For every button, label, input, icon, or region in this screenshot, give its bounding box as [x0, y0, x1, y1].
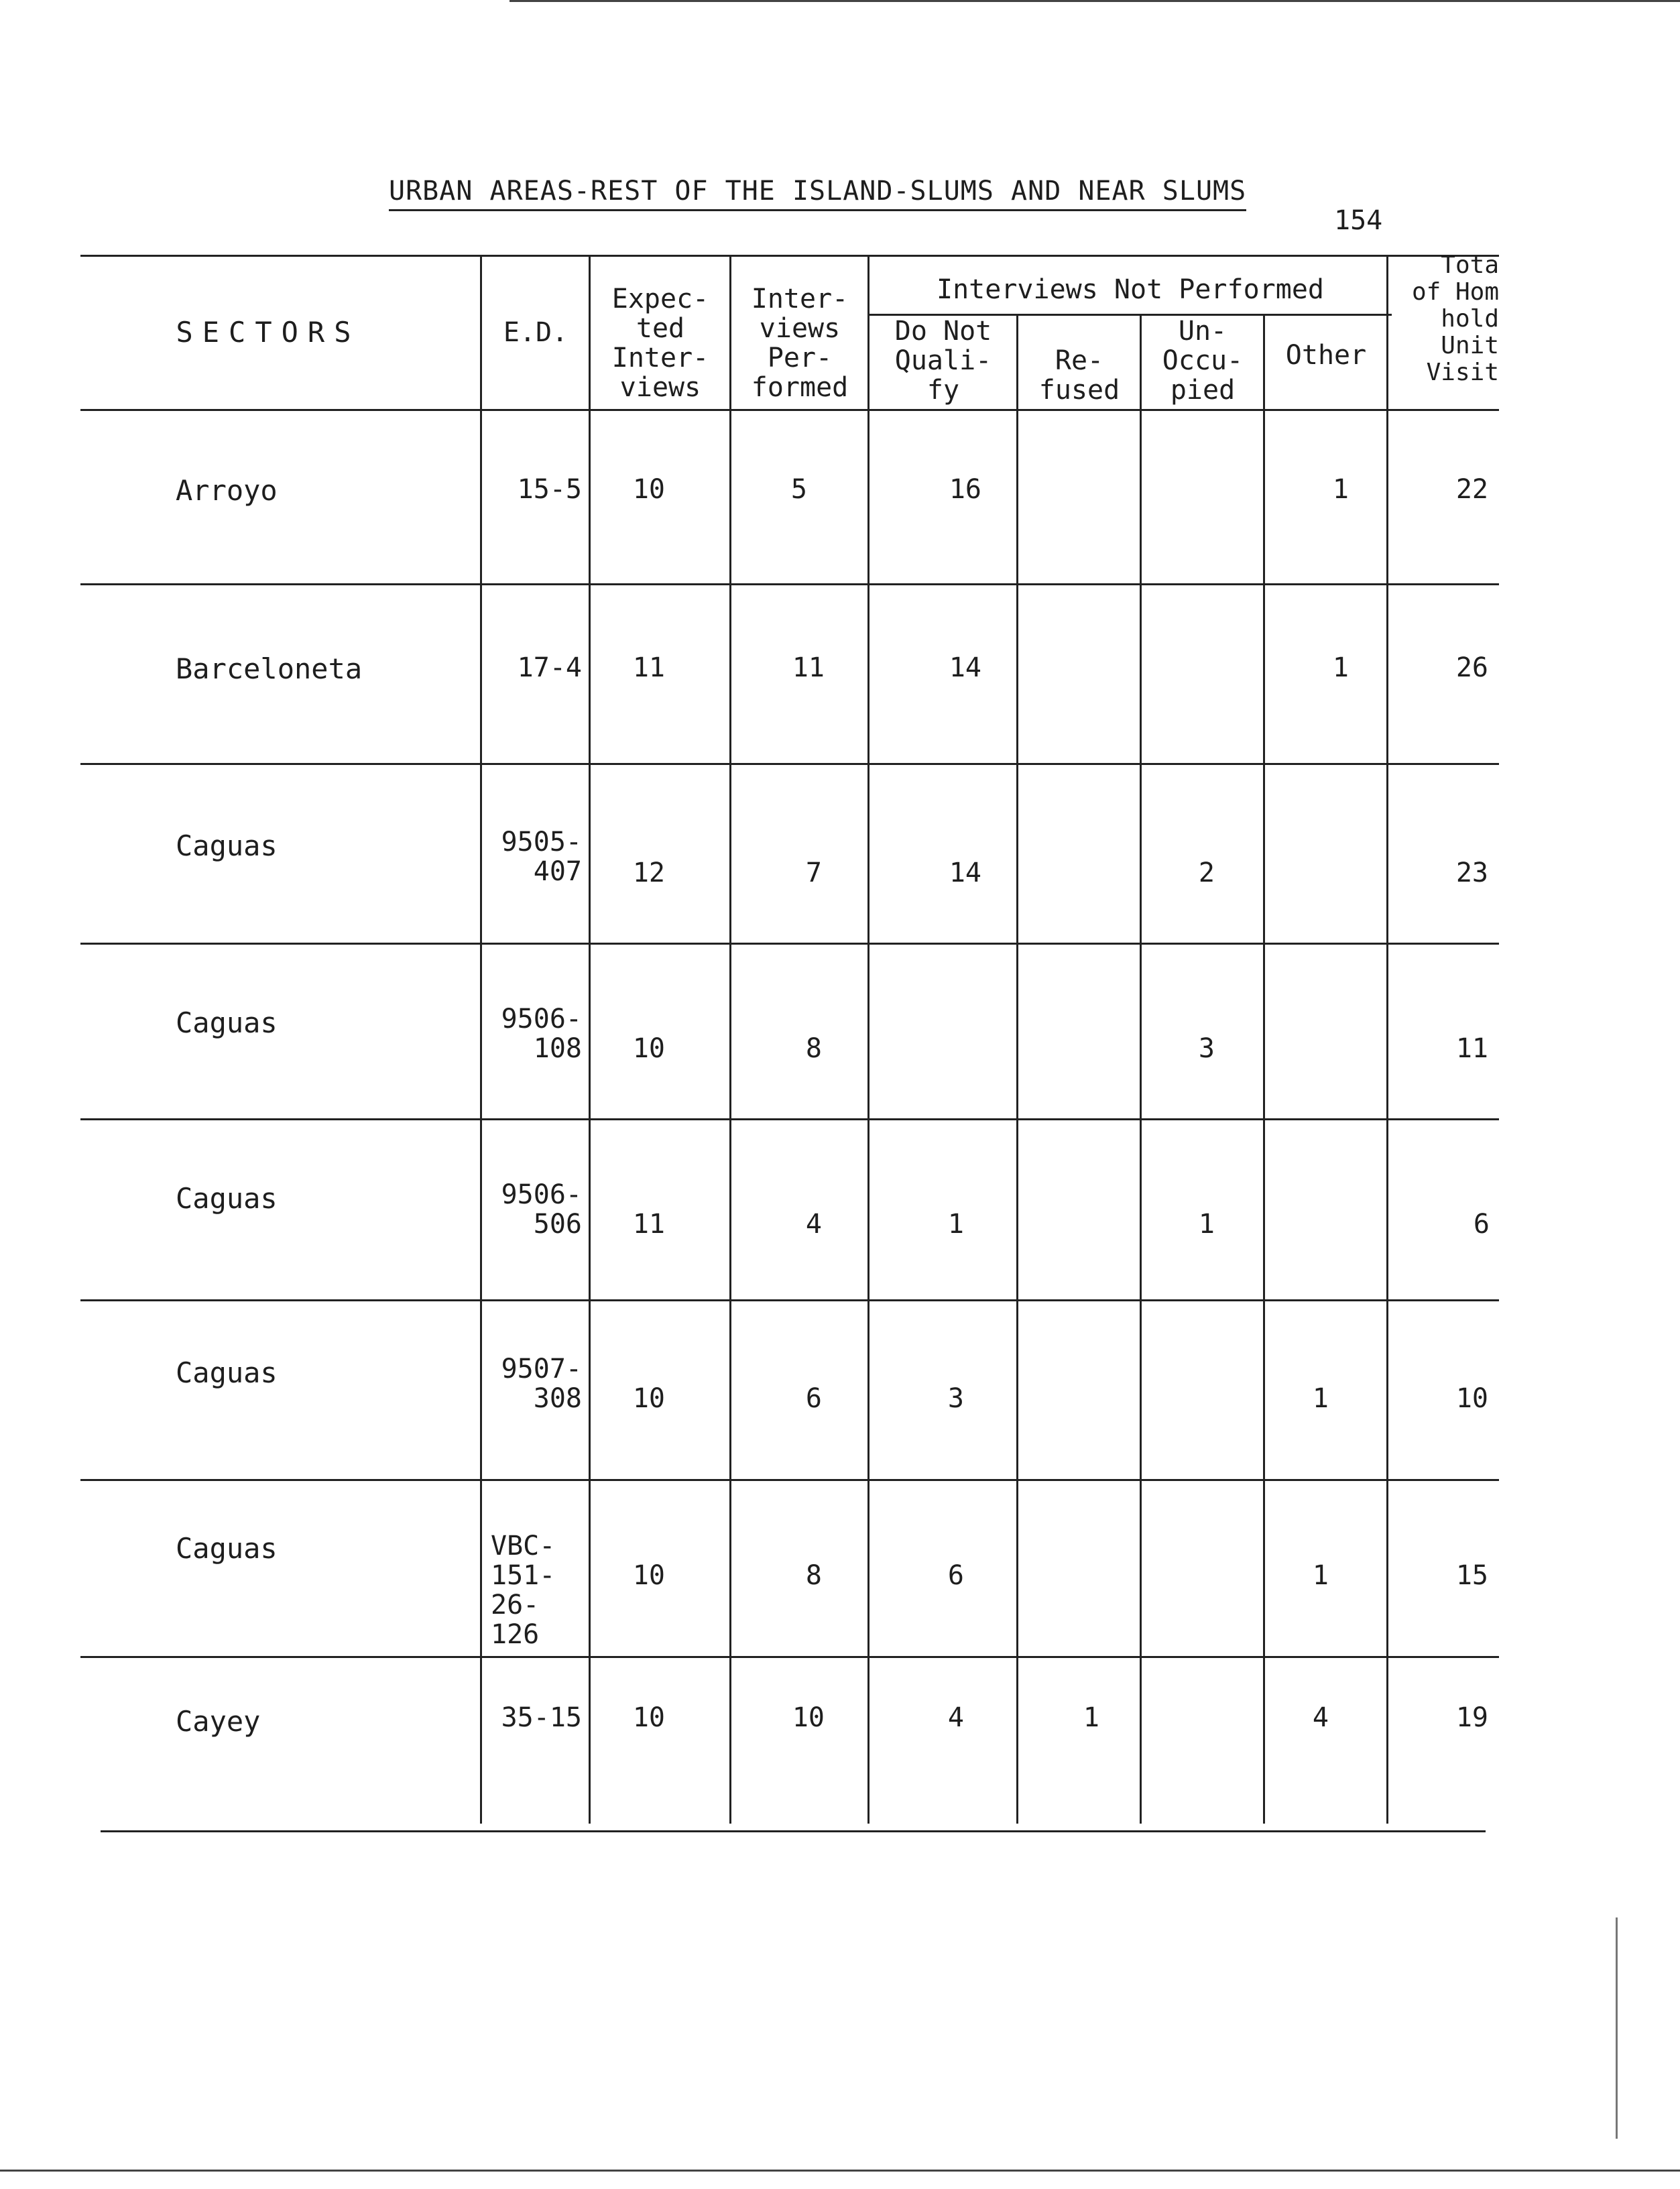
- header-unoccupied: Un- Occu- pied: [1162, 316, 1244, 406]
- expected-value: 10: [632, 1560, 665, 1591]
- performed-value: 4: [805, 1209, 822, 1240]
- sector-name: Caguas: [176, 829, 278, 862]
- other-value: 1: [1332, 474, 1349, 505]
- performed-value: 10: [792, 1702, 825, 1733]
- dnq-value: 1: [947, 1209, 964, 1240]
- expected-value: 12: [632, 857, 665, 888]
- total-value: 10: [1455, 1383, 1488, 1414]
- refused-value: 1: [1083, 1702, 1099, 1733]
- sector-name: Caguas: [176, 1532, 278, 1565]
- header-ed: E.D.: [503, 317, 568, 348]
- dnq-value: 4: [947, 1702, 964, 1733]
- page-title: URBAN AREAS-REST OF THE ISLAND-SLUMS AND NEAR SLUMS: [389, 176, 1246, 211]
- total-value: 23: [1455, 857, 1488, 888]
- column-rule: [1263, 314, 1265, 1824]
- column-rule: [589, 255, 591, 1824]
- sector-name: Caguas: [176, 1006, 278, 1039]
- header-interviews-not-performed: Interviews Not Performed: [937, 274, 1324, 305]
- row-rule: [80, 943, 1499, 945]
- ed-code: 15-5: [517, 474, 582, 505]
- other-value: 4: [1312, 1702, 1329, 1733]
- total-value: 26: [1455, 652, 1488, 683]
- header-total-units-visited: Tota of Hom hold Unit Visit: [1411, 252, 1499, 386]
- column-rule: [729, 255, 731, 1824]
- row-rule: [80, 1299, 1499, 1301]
- column-rule: [867, 255, 869, 1824]
- expected-value: 11: [632, 652, 665, 683]
- unoccupied-value: 1: [1198, 1209, 1215, 1240]
- ed-code: 9505- 407: [501, 827, 582, 887]
- expected-value: 10: [632, 474, 665, 505]
- total-value: 19: [1455, 1702, 1488, 1733]
- dnq-value: 14: [949, 652, 981, 683]
- header-expected-interviews: Expec- ted Inter- views: [611, 284, 709, 403]
- performed-value: 11: [792, 652, 825, 683]
- performed-value: 5: [790, 474, 807, 505]
- unoccupied-value: 2: [1198, 857, 1215, 888]
- column-rule: [1386, 255, 1388, 1824]
- column-rule: [1140, 314, 1142, 1824]
- row-rule: [80, 763, 1499, 765]
- header-sectors: SECTORS: [176, 316, 361, 349]
- page-number: 154: [1334, 205, 1383, 236]
- header-do-not-qualify: Do Not Quali- fy: [894, 316, 992, 406]
- total-value: 6: [1473, 1209, 1490, 1240]
- column-rule: [480, 255, 482, 1824]
- header-interviews-performed: Inter- views Per- formed: [751, 284, 849, 403]
- row-rule: [80, 1118, 1499, 1120]
- expected-value: 10: [632, 1383, 665, 1414]
- ed-code: 9507- 308: [501, 1354, 582, 1414]
- header-other: Other: [1285, 340, 1367, 371]
- dnq-value: 16: [949, 474, 981, 505]
- sector-name: Caguas: [176, 1356, 278, 1389]
- sector-name: Arroyo: [176, 474, 278, 507]
- expected-value: 11: [632, 1209, 665, 1240]
- expected-value: 10: [632, 1702, 665, 1733]
- dnq-value: 6: [947, 1560, 964, 1591]
- ed-code: 9506- 506: [501, 1179, 582, 1240]
- header-bottom-rule: [80, 409, 1499, 411]
- total-value: 11: [1455, 1033, 1488, 1064]
- row-rule: [80, 1479, 1499, 1481]
- ed-code: 17-4: [517, 652, 582, 683]
- column-rule: [1016, 314, 1018, 1824]
- unoccupied-value: 3: [1198, 1033, 1215, 1064]
- total-value: 22: [1455, 474, 1488, 505]
- expected-value: 10: [632, 1033, 665, 1064]
- ed-code: VBC- 151- 26-126: [491, 1531, 556, 1650]
- header-refused: Re- fused: [1038, 345, 1120, 406]
- performed-value: 8: [805, 1560, 822, 1591]
- sector-name: Caguas: [176, 1182, 278, 1215]
- total-value: 15: [1455, 1560, 1488, 1591]
- ed-code: 9506- 108: [501, 1004, 582, 1064]
- table-top-rule: [80, 255, 1499, 257]
- row-rule: [80, 1656, 1499, 1658]
- row-rule: [80, 583, 1499, 585]
- performed-value: 6: [805, 1383, 822, 1414]
- other-value: 1: [1332, 652, 1349, 683]
- other-value: 1: [1312, 1560, 1329, 1591]
- sector-name: Cayey: [176, 1705, 261, 1738]
- dnq-value: 3: [947, 1383, 964, 1414]
- ed-code: 35-15: [501, 1702, 582, 1733]
- dnq-value: 14: [949, 857, 981, 888]
- performed-value: 8: [805, 1033, 822, 1064]
- other-value: 1: [1312, 1383, 1329, 1414]
- sector-name: Barceloneta: [176, 652, 363, 685]
- table-bottom-rule: [101, 1830, 1486, 1832]
- performed-value: 7: [805, 857, 822, 888]
